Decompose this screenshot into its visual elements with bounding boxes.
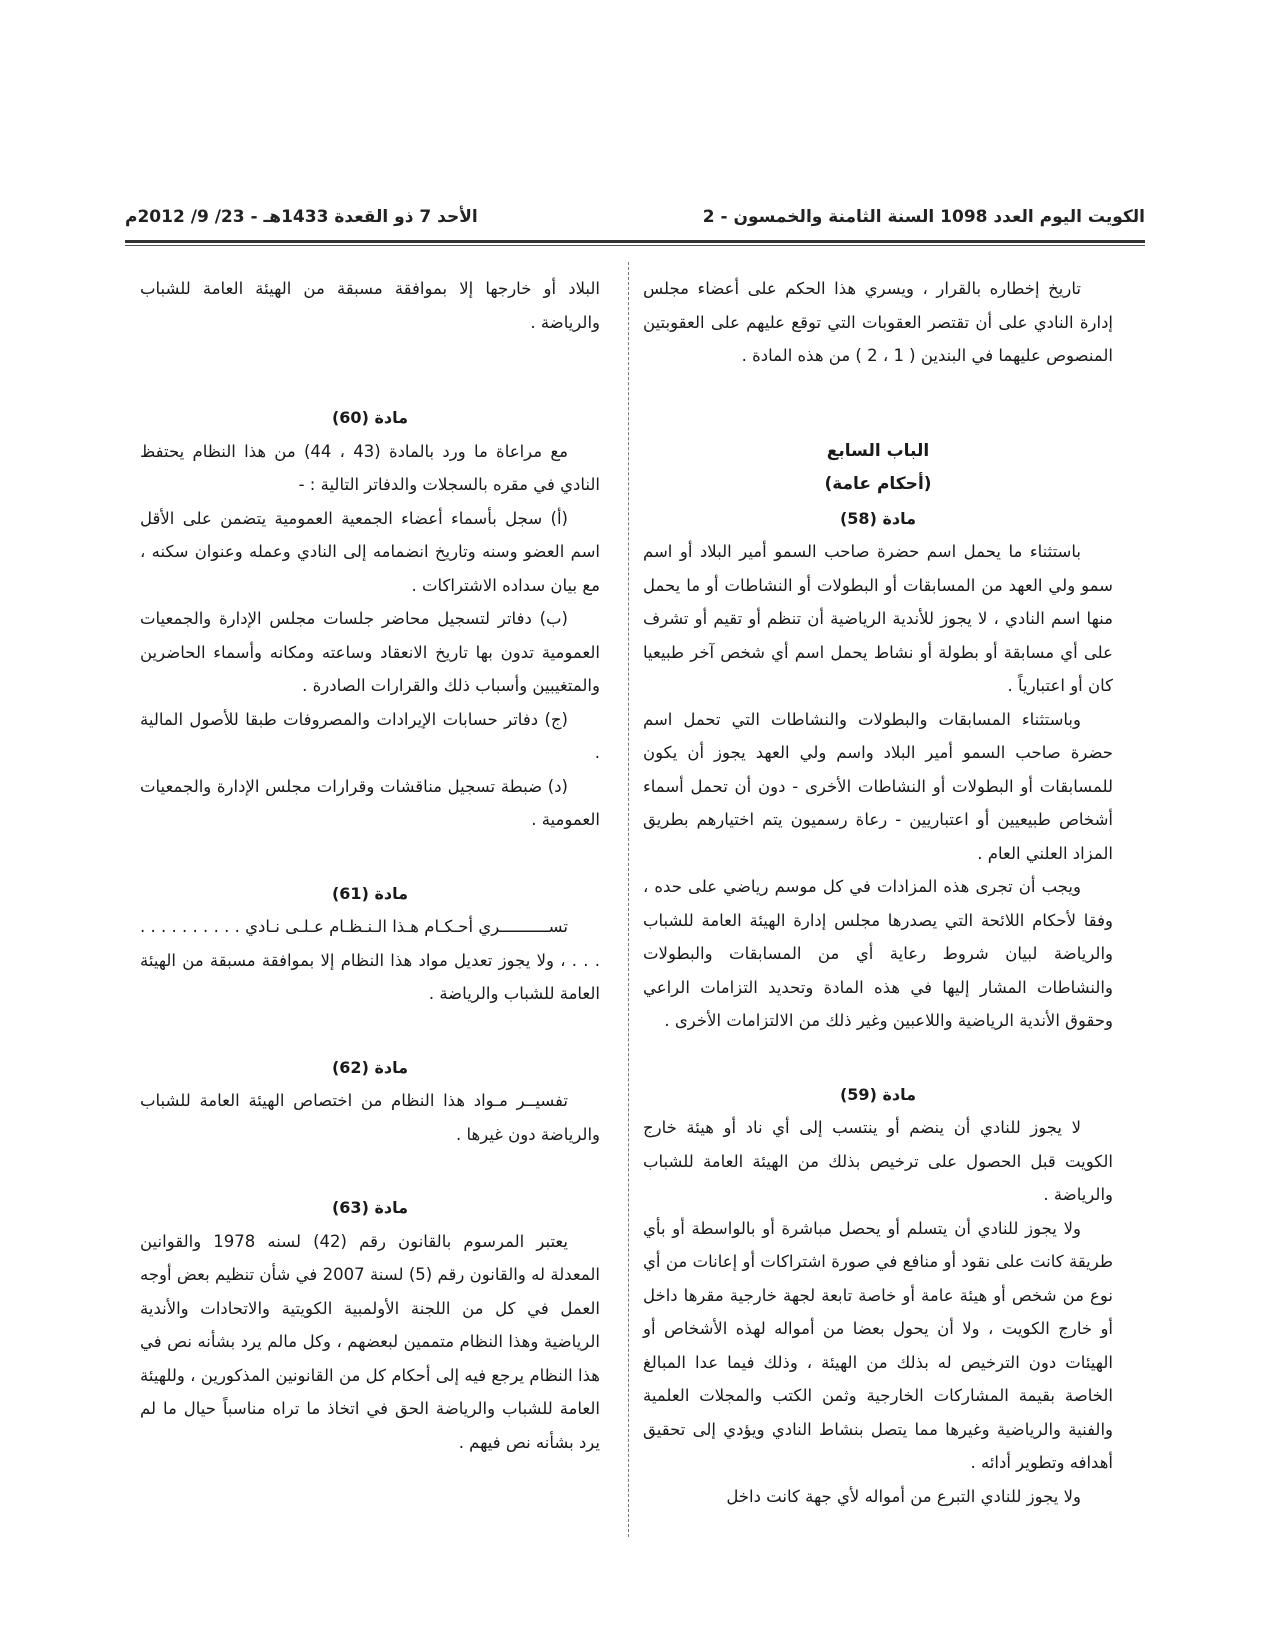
page-header (125, 203, 1145, 235)
article-58-title: مادة (58) (839, 508, 917, 528)
chapter-title: الباب السابع (826, 440, 930, 461)
article-62-paragraph: تفسيــر مـواد هذا النظام من اختصاص الهيئة العامة للشباب والرياضة دون غيرها . (140, 1091, 600, 1144)
chapter-subtitle: (أحكام عامة) (824, 474, 932, 494)
article-59-paragraph: لا يجوز للنادي أن ينضم أو ينتسب إلى أي ناد أو هيئة خارج الكويت قبل الحصول على ترخيص بذلك من الهيئة العامة للشباب والرياضة . (643, 1118, 1113, 1204)
continued-paragraph: تاريخ إخطاره بالقرار ، ويسري هذا الحكم على أعضاء مجلس إدارة النادي على أن تقتصر العقوبات التي توقع عليهم على العقوبتين المنصوص عليهما في البندين ( 1 ، 2 ) من هذه المادة . (643, 279, 1113, 365)
header-rule (125, 240, 1145, 246)
article-60-item: (أ) سجل بأسماء أعضاء الجمعية العمومية يتضمن على الأقل اسم العضو وسنه وتاريخ انضمامه إلى النادي وعمله وعنوان سكنه ، مع بيان سداده الاشتراكات . (140, 508, 600, 595)
right-column (643, 272, 1113, 1513)
column-divider (628, 262, 629, 1537)
article-58-paragraph: باستثناء ما يحمل اسم حضرة صاحب السمو أمير البلاد أو اسم سمو ولي العهد من المسابقات أو البطولات أو النشاطات أو ما يحمل منها اسم النادي ، لا يجوز للأندية الرياضية أن تنظم أو تقيم أو تشرف على أي مسابقة أو بطولة أو نشاط يحمل اسم أي شخص آخر طبيعيا كان أو اعتبارياً . (643, 542, 1113, 695)
article-60-paragraph: مع مراعاة ما ورد بالمادة (43 ، 44) من هذا النظام يحتفظ النادي في مقره بالسجلات والدفاتر التالية : - (140, 441, 600, 494)
article-59-paragraph: ولا يجوز للنادي التبرع من أمواله لأي جهة كانت داخل (726, 1486, 1081, 1506)
header-issue: الكويت اليوم العدد 1098 السنة الثامنة والخمسون - 2 (702, 207, 1145, 227)
article-60-item: (ب) دفاتر لتسجيل محاضر جلسات مجلس الإدارة والجمعيات العمومية تدون بها تاريخ الانعقاد وساعته ومكانه وأسماء الحاضرين والمتغيبين وأسباب ذلك والقرارات الصادرة . (140, 609, 600, 695)
header-date: الأحد 7 ذو القعدة 1433هـ - 23/ 9/ 2012م (125, 207, 478, 227)
article-58-paragraph: وباستثناء المسابقات والبطولات والنشاطات التي تحمل اسم حضرة صاحب السمو أمير البلاد واسم ولي العهد يجوز أن يكون للمسابقات أو البطولات أو النشاطات الأخرى - دون أن تحمل أسماء أشخاص طبيعيين أو اعتباريين - رعاة رسميون يتم اختيارهم بطريق المزاد العلني العام . (643, 709, 1113, 863)
article-61-paragraph: تســــــــــري أحـكـام هـذا الـنـظـام عـلـى نـادي . . . . . . . . . . . . . ، ولا يجوز تعديل مواد هذا النظام إلا بموافقة مسبقة من الهيئة العامة للشباب والرياضة . (140, 917, 600, 1003)
article-63-paragraph: يعتبر المرسوم بالقانون رقم (42) لسنه 1978 والقوانين المعدلة له والقانون رقم (5) لسنة 2007 في شأن تنظيم بعض أوجه العمل في كل من اللجنة الأولمبية الكويتية والاتحادات والأندية الرياضية وهذا النظام متممين لبعضهم ، وكل مالم يرد بشأنه نص في هذا النظام يرجع فيه إلى أحكام كل من القانونين المذكورين ، وللهيئة العامة للشباب والرياضة الحق في اتخاذ ما تراه مناسباً حيال ما لم يرد بشأنه نص فيهم . (140, 1231, 601, 1452)
article-58-paragraph: ويجب أن تجرى هذه المزادات في كل موسم رياضي على حده ، وفقا لأحكام اللائحة التي يصدرها مجلس إدارة الهيئة العامة للشباب والرياضة لبيان شروط رعاية أي من المسابقات والبطولات والنشاطات المشار إليها في هذه المادة وتحديد التزامات الراعي وحقوق الأندية الرياضية واللاعبين وغير ذلك من الالتزامات الأخرى . (643, 877, 1113, 1030)
article-63-title: مادة (63) (331, 1198, 409, 1217)
article-60-item: (د) ضبطة تسجيل مناقشات وقرارات مجلس الإدارة والجمعيات العمومية . (140, 776, 600, 829)
article-59-title: مادة (59) (839, 1084, 917, 1104)
article-60-title: مادة (60) (331, 408, 409, 427)
left-column (140, 272, 600, 1459)
article-59-paragraph: ولا يجوز للنادي أن يتسلم أو يحصل مباشرة أو بالواسطة أو بأي طريقة كانت على نقود أو منافع في صورة اشتراكات أو إعانات من أي نوع من شخص أو هيئة عامة أو خاصة تابعة لجهة خارجية مقرها داخل أو خارج الكويت ، ولا أن يحول بعضا من أمواله لهذه الأشخاص أو الهيئات دون الترخيص له بذلك من الهيئة ، وذلك فيما عدا المبالغ الخاصة بقيمة المشاركات الخارجية وثمن الكتب والمجلات العلمية والفنية والرياضية وغيرها مما يتصل بنشاط النادي ويؤدي إلى تحقيق أهدافه وتطوير أدائه . (643, 1218, 1113, 1472)
article-62-title: مادة (62) (331, 1057, 409, 1077)
article-61-title: مادة (61) (331, 883, 409, 903)
article-60-item: (ج) دفاتر حسابات الإيرادات والمصروفات طبقا للأصول المالية . (140, 709, 600, 762)
continued-paragraph: البلاد أو خارجها إلا بموافقة مسبقة من الهيئة العامة للشباب والرياضة . (140, 279, 600, 332)
